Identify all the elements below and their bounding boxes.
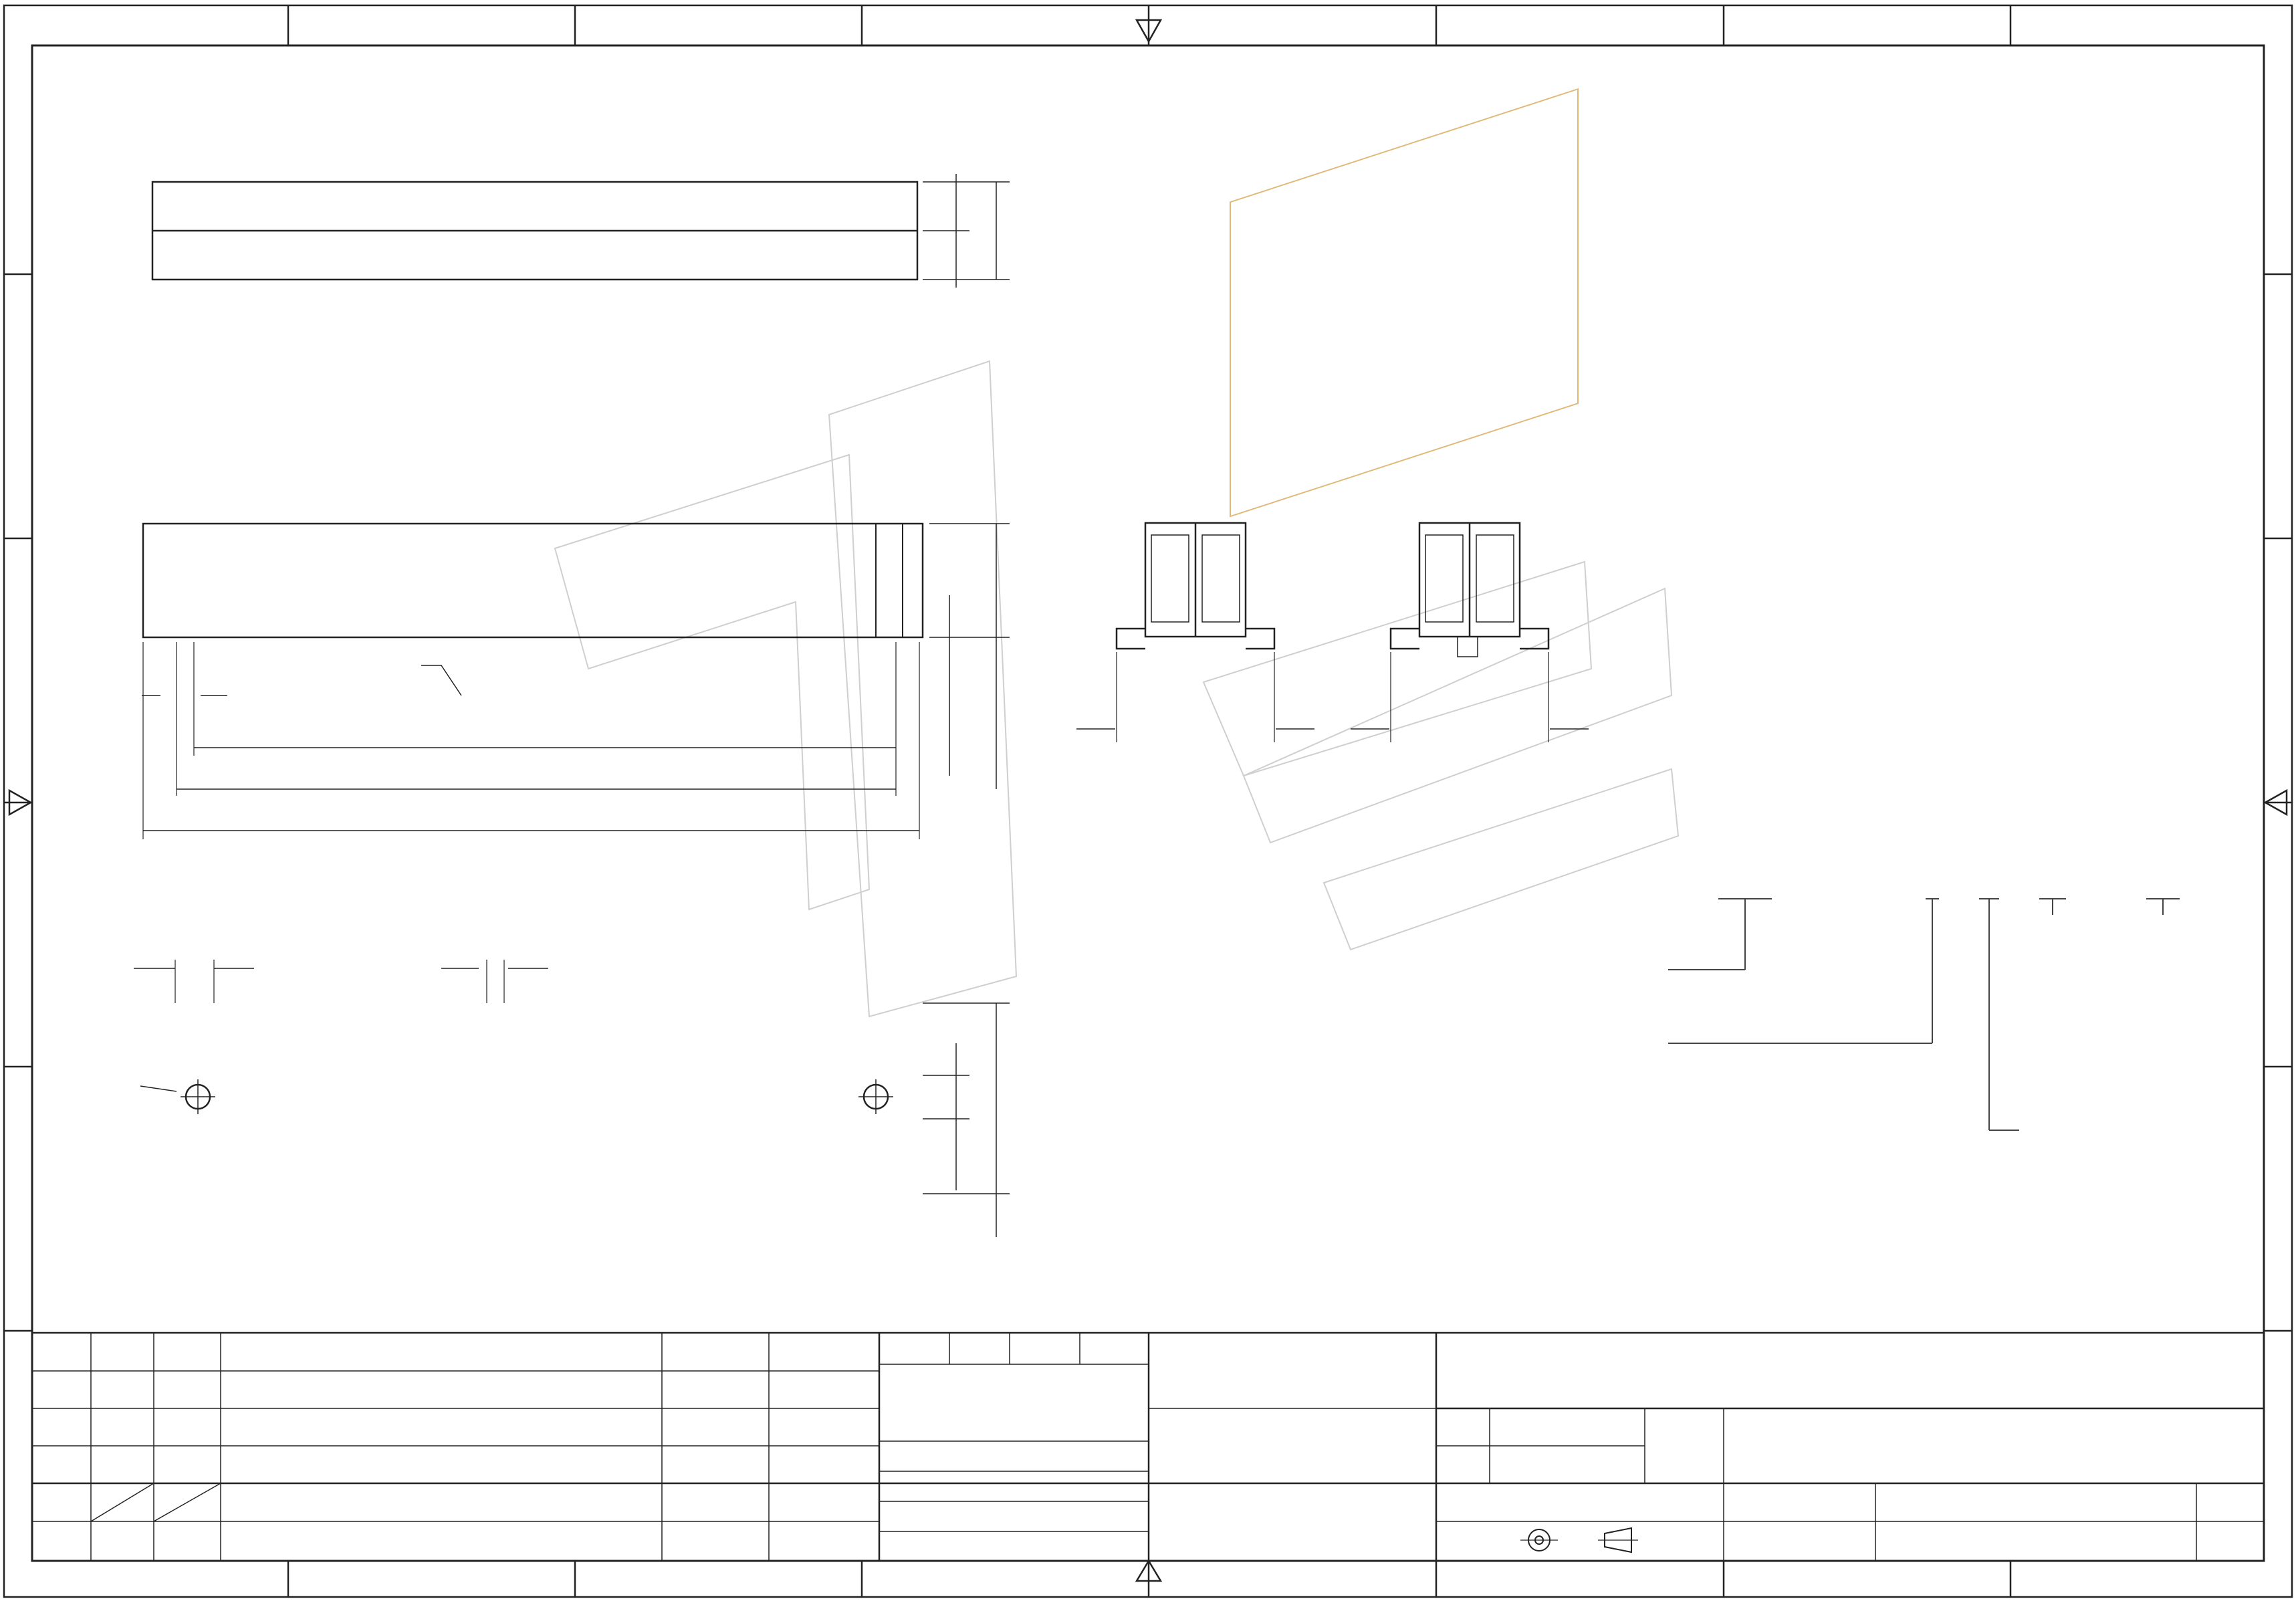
ordering-leaders xyxy=(1668,899,2180,1130)
section-i-view xyxy=(1351,523,1589,742)
pcb-layout xyxy=(134,960,1010,1237)
watermark-box xyxy=(1230,89,1578,516)
side-view xyxy=(142,524,1010,839)
section-n-view xyxy=(1076,523,1314,742)
front-view xyxy=(152,174,1010,288)
title-block-grid xyxy=(32,1333,2264,1561)
